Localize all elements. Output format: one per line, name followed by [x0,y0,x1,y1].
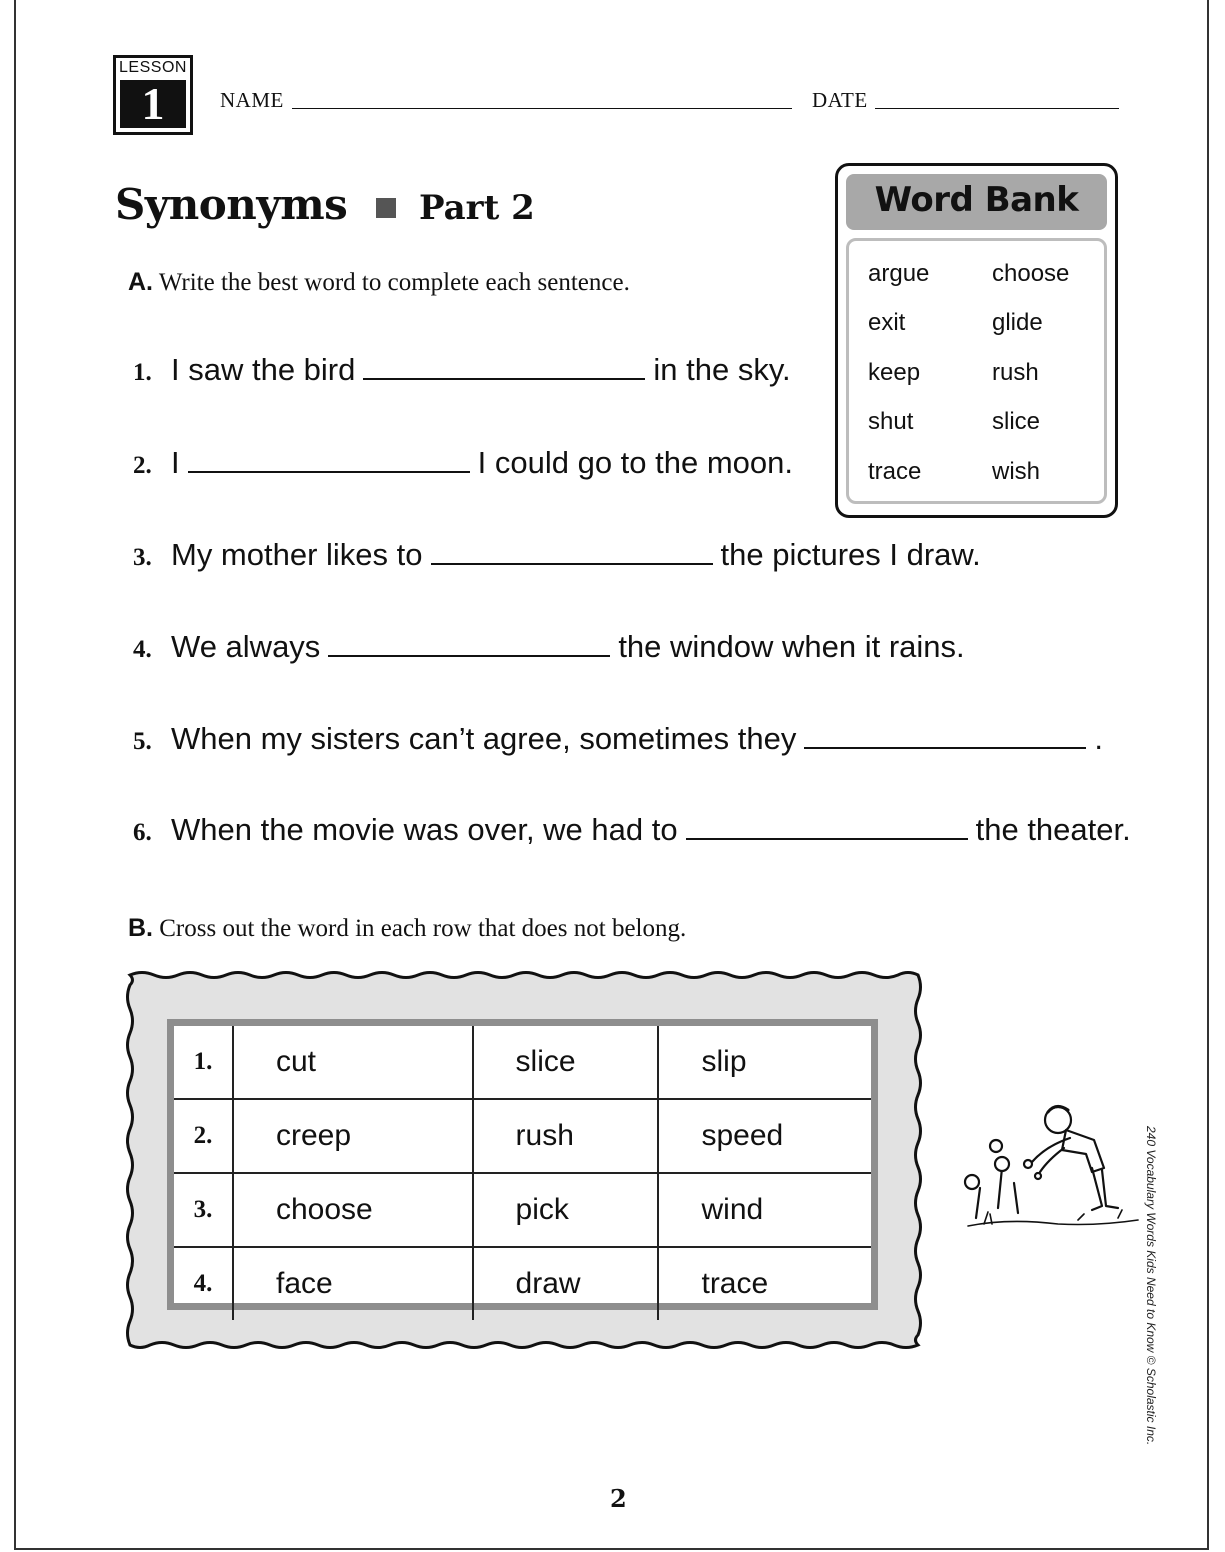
lesson-label: LESSON [119,59,187,76]
name-label: NAME [220,88,284,112]
sentence-after: the theater. [975,812,1131,847]
date-field[interactable] [875,108,1119,109]
sentence-number: 4. [133,636,152,663]
page-title: Synonyms [115,180,348,229]
word-bank-word: shut [868,408,914,435]
name-field[interactable] [292,108,792,109]
word-bank-word: argue [868,260,930,287]
table-word[interactable]: speed [658,1099,871,1173]
table-word[interactable]: trace [658,1247,871,1320]
section-b-instruction [128,914,686,943]
word-table [167,1019,878,1310]
table-row [174,1173,871,1247]
lesson-number: 1 [120,80,186,128]
sentence-number: 2. [133,452,152,479]
word-bank [835,163,1118,518]
row-number: 3. [174,1173,233,1247]
table-word[interactable]: slip [658,1026,871,1099]
section-a-instruction [128,268,630,297]
word-bank-word: rush [992,359,1039,386]
child-gardening-illustration [958,1098,1143,1238]
answer-blank-5[interactable] [804,723,1086,749]
row-number: 4. [174,1247,233,1320]
section-b-letter: B. [128,914,153,942]
sentence-before: I [171,445,180,480]
word-bank-word: choose [992,260,1070,287]
answer-blank-4[interactable] [328,631,610,657]
word-bank-word: exit [868,309,906,336]
sentence-after: the pictures I draw. [720,537,981,572]
word-bank-word: keep [868,359,921,386]
table-word[interactable]: slice [473,1026,659,1099]
sentence-after: in the sky. [653,352,791,387]
sentence-after: . [1094,721,1104,756]
table-row [174,1026,871,1099]
sentence-3 [133,537,981,573]
section-a-text: Write the best word to complete each sentence. [158,269,630,296]
sentence-5 [133,721,1103,757]
sentence-number: 1. [133,359,152,386]
sentence-after: the window when it rains. [618,629,965,664]
section-a-letter: A. [128,268,153,296]
table-word[interactable]: rush [473,1099,659,1173]
copyright-credit: 240 Vocabulary Words Kids Need to Know © Scholastic Inc. [1144,1126,1158,1446]
sentence-before: When the movie was over, we had to [171,812,678,847]
word-bank-word: trace [868,458,922,485]
answer-blank-6[interactable] [686,814,968,840]
sentence-before: My mother likes to [171,537,423,572]
sentence-number: 6. [133,819,152,846]
sentence-6 [133,812,1131,848]
square-bullet-icon [376,198,396,218]
sentence-before: When my sisters can’t agree, sometimes they [171,721,797,756]
lesson-badge [113,55,193,135]
answer-blank-1[interactable] [363,354,645,380]
table-word[interactable]: cut [233,1026,473,1099]
sentence-before: I saw the bird [171,352,356,387]
table-word[interactable]: creep [233,1099,473,1173]
page-subtitle: Part 2 [419,188,535,228]
sentence-2 [133,445,793,481]
table-word[interactable]: choose [233,1173,473,1247]
page-number: 2 [610,1484,627,1513]
row-number: 1. [174,1026,233,1099]
sentence-before: We always [171,629,321,664]
table-row [174,1099,871,1173]
table-row [174,1247,871,1320]
word-bank-title: Word Bank [874,180,1079,220]
section-b-text: Cross out the word in each row that does not belong. [159,915,687,942]
word-bank-word: glide [992,309,1043,336]
table-word[interactable]: pick [473,1173,659,1247]
table-word[interactable]: draw [473,1247,659,1320]
sentence-number: 3. [133,544,152,571]
table-word[interactable]: wind [658,1173,871,1247]
table-word[interactable]: face [233,1247,473,1320]
sentence-number: 5. [133,728,152,755]
word-bank-header [846,174,1107,230]
word-bank-word: wish [992,458,1041,485]
date-label: DATE [812,88,868,112]
word-bank-word: slice [992,408,1041,435]
sentence-1 [133,352,791,388]
answer-blank-3[interactable] [431,539,713,565]
row-number: 2. [174,1099,233,1173]
sentence-after: I could go to the moon. [477,445,793,480]
sentence-4 [133,629,965,665]
answer-blank-2[interactable] [188,447,470,473]
